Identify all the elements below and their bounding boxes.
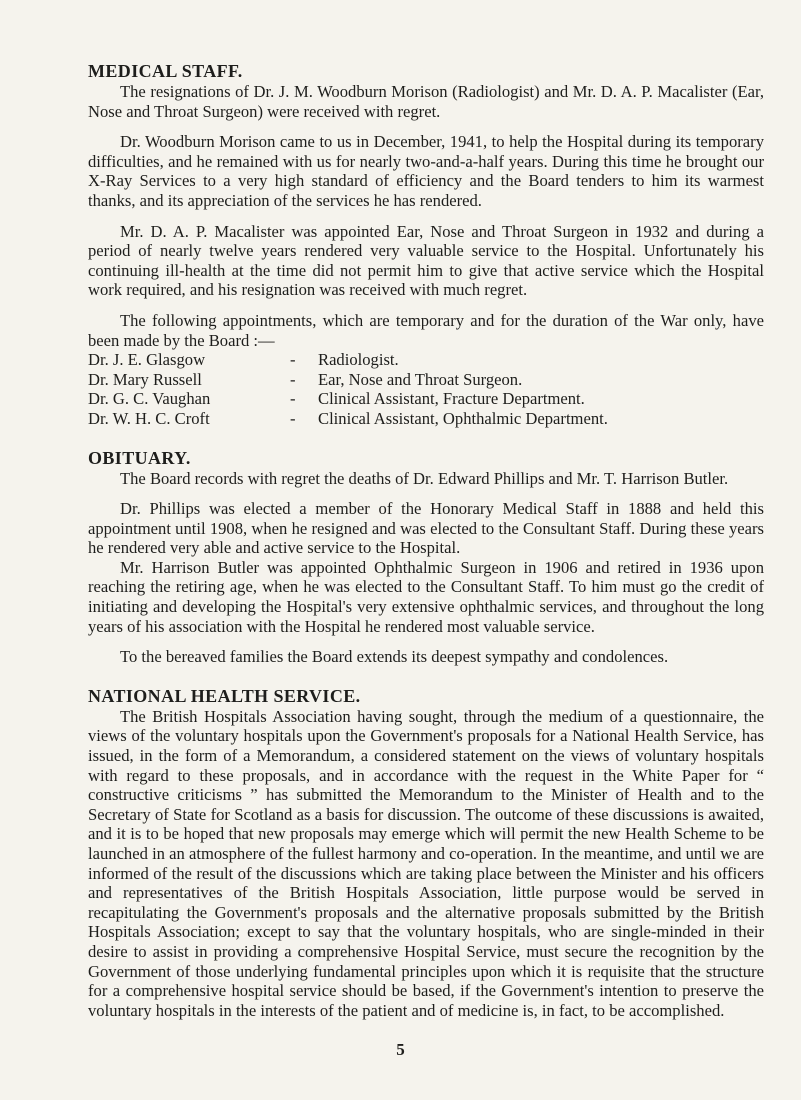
appointment-role: Radiologist.: [318, 350, 399, 370]
page-number: 5: [396, 1040, 405, 1059]
appointment-row: [88, 370, 764, 390]
appointment-dash: -: [290, 350, 296, 370]
medical-staff-paragraph-2: Dr. Woodburn Morison came to us in December, 1941, to help the Hospital during its temporary difficulties, and he remained with us for nearly two-and-a-half years. During this time he brought our X-Ray Services to a very high standard of efficiency and the Board tenders to him its warmest thanks, and its appreciation of the services he has rendered.: [88, 132, 764, 210]
obituary-section: [88, 447, 764, 667]
obituary-heading: OBITUARY.: [88, 447, 191, 468]
medical-staff-section: [88, 60, 764, 429]
appointment-name: Dr. Mary Russell: [88, 369, 202, 389]
appointment-name: Dr. G. C. Vaughan: [88, 389, 211, 409]
appointments-list: [88, 350, 764, 428]
appointment-row: [88, 389, 764, 409]
appointment-dash: -: [290, 408, 296, 428]
appointment-row: [88, 350, 764, 370]
medical-staff-paragraph-4: The following appointments, which are temporary and for the duration of the War only, have been made by the Board :—: [88, 310, 764, 350]
medical-staff-paragraph-1: The resignations of Dr. J. M. Woodburn Morison (Radiologist) and Mr. D. A. P. Macalister (Ear, Nose and Throat Surgeon) were received with regret.: [88, 82, 764, 121]
appointment-role: Clinical Assistant, Fracture Department.: [318, 389, 585, 409]
appointment-dash: -: [290, 389, 296, 409]
appointment-dash: -: [290, 369, 296, 389]
national-health-service-paragraph-1: The British Hospitals Association having sought, through the medium of a questionnaire, the views of the voluntary hospitals upon the Government's proposals for a National Health Service, has issued, in the form of a Memorandum, a considered statement on the views of voluntary hospitals with regard to these proposals, and in accordance with the request in the White Paper for “ constructive criticisms ” has submitted the Memorandum to the Minister of Health and to the Secretary of State for Scotland as a basis for discussion. The outcome of these discussions is awaited, and it is to be hoped that new proposals may emerge which will permit the new Health Scheme to be launched in an atmosphere of the fullest harmony and co-operation. In the meantime, and until we are informed of the result of the discussions which are taking place between the Minister and his officers and representatives of the British Hospitals Association, little purpose would be served in recapitulating the Government's proposals and the alternative proposals submitted by the British Hospitals Association; except to say that the voluntary hospitals, who are single-minded in their desire to assist in providing a comprehensive Hospital Service, must secure the recognition by the Government of those underlying fundamental principles upon which it is requisite that the structure for a comprehensive hospital service should be based, if the Government's intention to preserve the voluntary hospitals in the interests of the patient and of medicine is, in fact, to be accomplished.: [88, 706, 764, 1020]
obituary-paragraph-4: To the bereaved families the Board extends its deepest sympathy and condolences.: [120, 647, 669, 667]
appointment-role: Clinical Assistant, Ophthalmic Department.: [318, 408, 608, 428]
obituary-paragraph-3: Mr. Harrison Butler was appointed Ophthalmic Surgeon in 1906 and retired in 1936 upon reaching the retiring age, when he was elected to the Consultant Staff. To him must go the credit of initiating and developing the Hospital's very extensive ophthalmic services, and throughout the long years of his association with the Hospital he rendered most valuable service.: [88, 557, 764, 636]
appointment-name: Dr. W. H. C. Croft: [88, 408, 210, 428]
appointment-name: Dr. J. E. Glasgow: [88, 350, 206, 370]
medical-staff-heading: MEDICAL STAFF.: [88, 61, 243, 81]
medical-staff-paragraph-3: Mr. D. A. P. Macalister was appointed Ear, Nose and Throat Surgeon in 1932 and during a period of nearly twelve years rendered very valuable service to the Hospital. Unfortunately his continuing ill-health at the time did not permit him to give that active service which the Hospital work required, and his resignation was received with much regret.: [88, 221, 764, 300]
obituary-paragraph-1: The Board records with regret the deaths of Dr. Edward Phillips and Mr. T. Harrison Butler.: [120, 468, 729, 488]
page-content: [88, 60, 764, 1020]
national-health-service-section: [88, 685, 764, 1021]
appointment-row: [88, 409, 764, 429]
appointment-role: Ear, Nose and Throat Surgeon.: [318, 369, 523, 389]
obituary-paragraph-2: Dr. Phillips was elected a member of the Honorary Medical Staff in 1888 and held this appointment until 1908, when he resigned and was elected to the Consultant Staff. During these years he rendered very able and active service to the Hospital.: [88, 499, 764, 558]
national-health-service-heading: NATIONAL HEALTH SERVICE.: [88, 685, 361, 706]
